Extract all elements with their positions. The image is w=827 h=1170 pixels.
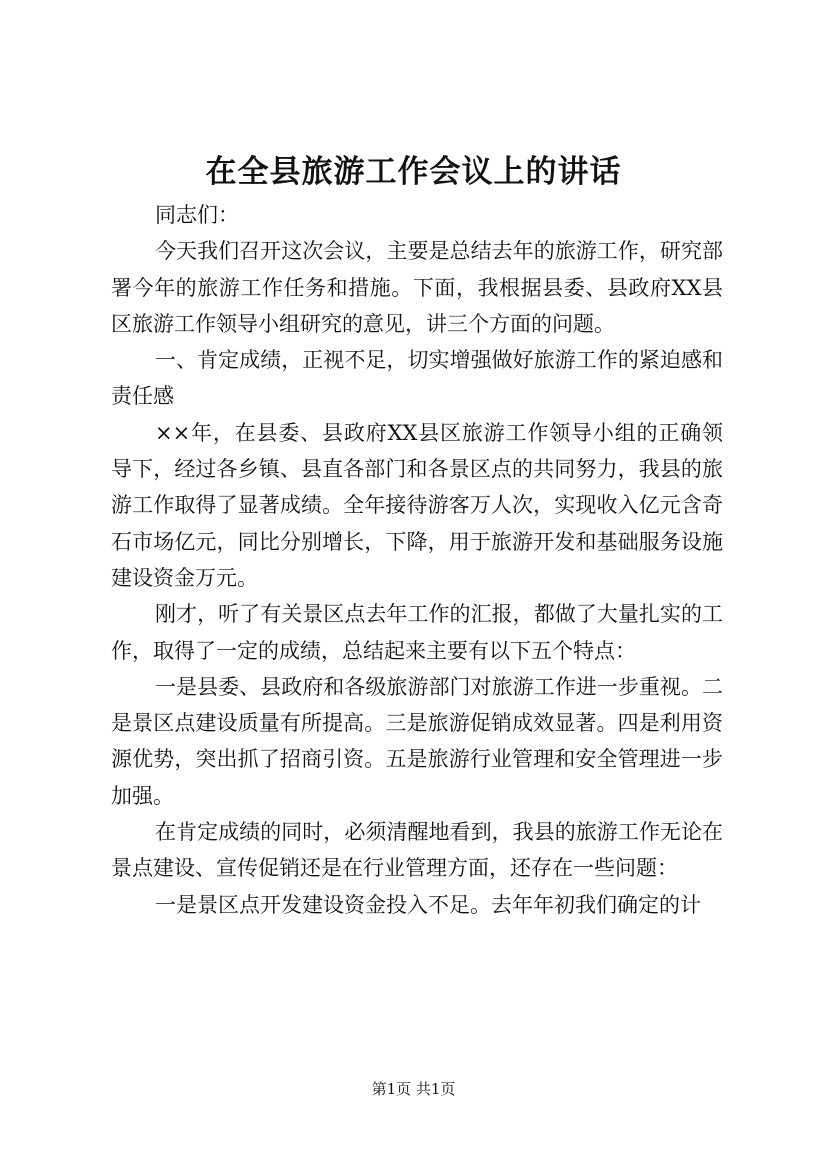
- paragraph-achievements: ××年，在县委、县政府XX县区旅游工作领导小组的正确领导下，经过各乡镇、县直各部门和各景区点的共同努力，我县的旅游工作取得了显著成绩。全年接待游客万人次，实现收入亿元含奇石市场亿元，同比分别增长，下降，用于旅游开发和基础服务设施建设资金万元。: [111, 420, 723, 590]
- section-heading-1: 一、肯定成绩，正视不足，切实增强做好旅游工作的紧迫感和责任感: [111, 348, 723, 409]
- paragraph-intro: 今天我们召开这次会议，主要是总结去年的旅游工作，研究部署今年的旅游工作任务和措施。下面，我根据县委、县政府XX县区旅游工作领导小组研究的意见，讲三个方面的问题。: [111, 239, 723, 336]
- paragraph-reports: 刚才，听了有关景区点去年工作的汇报，都做了大量扎实的工作，取得了一定的成绩，总结起来主要有以下五个特点：: [111, 602, 723, 663]
- salutation: 同志们：: [155, 203, 239, 227]
- document-body: [111, 197, 723, 923]
- document-title: 在全县旅游工作会议上的讲话: [205, 154, 622, 190]
- paragraph-five-features: 一是县委、县政府和各级旅游部门对旅游工作进一步重视。二是景区点建设质量有所提高。三是旅游促销成效显著。四是利用资源优势，突出抓了招商引资。五是旅游行业管理和安全管理进一步加强。: [111, 674, 723, 808]
- page-footer: 第1页 共1页: [371, 1080, 456, 1098]
- paragraph-problem-1: 一是景区点开发建设资金投入不足。去年年初我们确定的计: [155, 892, 701, 917]
- paragraph-problems: 在肯定成绩的同时，必须清醒地看到，我县的旅游工作无论在景点建设、宣传促销还是在行业管理方面，还存在一些问题：: [111, 820, 723, 881]
